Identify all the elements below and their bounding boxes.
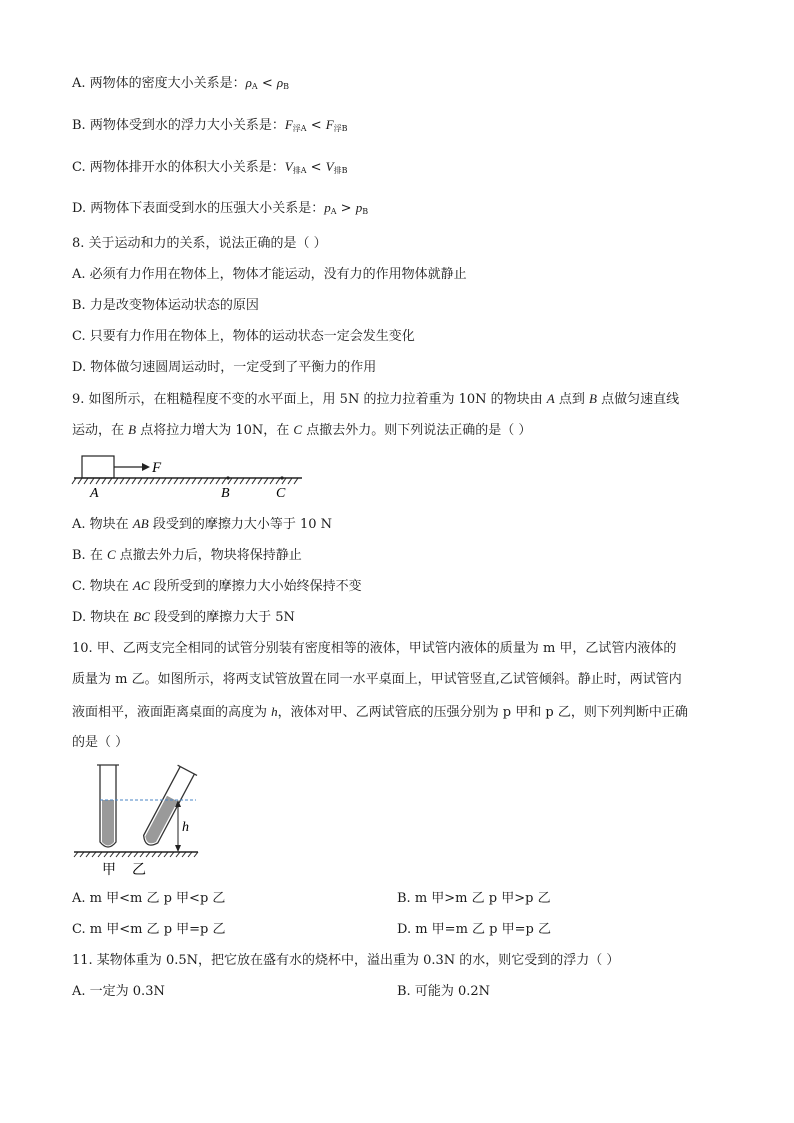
math-op: < [306, 160, 326, 175]
point-b-ref: B [588, 391, 597, 406]
stem-text: 9. 如图所示，在粗糙程度不变的水平面上，用 5N 的拉力拉着重为 10N 的物块由 [72, 392, 547, 407]
q9-stem-line2 [72, 421, 531, 440]
q10-option-c[interactable]: C. m 甲<m 乙 p 甲=p 乙 [72, 922, 226, 937]
stem-text: 点到 [554, 392, 589, 407]
q9-option-c[interactable] [72, 577, 362, 596]
option-text: A. 两物体的密度大小关系是： [72, 76, 246, 91]
math-sub: 排B [333, 166, 348, 175]
option-text: A. 物块在 [72, 517, 133, 532]
q10-figure [70, 760, 210, 880]
math-sub: A [330, 207, 337, 216]
point-c-ref: C [293, 422, 303, 437]
option-text: 段所受到的摩擦力大小始终保持不变 [149, 579, 362, 594]
q10-stem-line4: 的是（ ） [72, 735, 129, 750]
point-b-label: B [221, 486, 230, 501]
segment-ref: BC [133, 609, 150, 624]
q9-figure [70, 448, 310, 504]
option-text: B. 在 [72, 548, 107, 563]
option-text: B. 两物体受到水的浮力大小关系是： [72, 118, 285, 133]
stem-text: 液面相平，液面距离桌面的高度为 [72, 705, 272, 720]
option-text: D. 两物体下表面受到水的压强大小关系是： [72, 201, 325, 216]
math-sub: 排A [292, 166, 307, 175]
math-sub: B [283, 82, 289, 91]
option-text: C. 物块在 [72, 579, 133, 594]
math-var: ρ [276, 75, 284, 90]
q10-stem-line1: 10. 甲、乙两支完全相同的试管分别装有密度相等的液体，甲试管内液体的质量为 m 甲，乙试管内液体的 [72, 641, 677, 656]
force-label: F [152, 460, 162, 476]
math-var: V [325, 159, 334, 174]
q10-option-d[interactable]: D. m 甲=m 乙 p 甲=p 乙 [397, 922, 551, 937]
stem-text: 点撤去外力。则下列说法正确的是（ ） [302, 423, 532, 438]
point-c-label: C [276, 486, 286, 501]
segment-ref: AC [132, 578, 150, 593]
tube-yi [138, 765, 197, 849]
stem-text: 点将拉力增大为 10N，在 [136, 423, 294, 438]
q8-option-a[interactable]: A. 必须有力作用在物体上，物体才能运动，没有力的作用物体就静止 [72, 267, 467, 282]
force-arrow-head [142, 463, 150, 471]
height-arrow-bottom [175, 845, 181, 852]
stem-text: ，液体对甲、乙两试管底的压强分别为 p 甲和 p 乙，则下列判断中正确 [277, 705, 688, 720]
option-text: D. 物块在 [72, 610, 134, 625]
math-sub: A [251, 82, 258, 91]
option-text: C. 两物体排开水的体积大小关系是： [72, 160, 285, 175]
q8-stem: 8. 关于运动和力的关系，说法正确的是（ ） [72, 236, 327, 251]
height-ref: h [271, 704, 278, 719]
height-label: h [182, 820, 189, 835]
option-text: 段受到的摩擦力大小等于 10 N [148, 517, 333, 532]
math-var: p [355, 200, 363, 215]
math-op: < [257, 76, 277, 91]
point-c-dot [280, 476, 283, 479]
ground-hatch [72, 478, 298, 484]
stem-text: 点做匀速直线 [596, 392, 680, 407]
q9-option-b[interactable] [72, 546, 302, 565]
q8-option-d[interactable]: D. 物体做匀速圆周运动时，一定受到了平衡力的作用 [72, 360, 377, 375]
stem-text: 运动，在 [72, 423, 129, 438]
point-b-ref: B [128, 422, 137, 437]
math-var: F [284, 117, 293, 132]
table-hatch [74, 852, 198, 857]
q8-option-b[interactable]: B. 力是改变物体运动状态的原因 [72, 298, 259, 313]
q7-option-b[interactable] [72, 116, 348, 138]
math-var: F [325, 117, 334, 132]
math-op: < [306, 118, 326, 133]
segment-ref: AB [132, 516, 149, 531]
q9-stem-line1 [72, 390, 679, 409]
math-var: V [284, 159, 293, 174]
option-text: 段受到的摩擦力大于 5N [149, 610, 295, 625]
q7-option-a[interactable] [72, 74, 289, 96]
option-text: 点撤去外力后，物块将保持静止 [115, 548, 302, 563]
q10-stem-line3 [72, 703, 688, 722]
label-yi: 乙 [132, 862, 146, 878]
q8-option-c[interactable]: C. 只要有力作用在物体上，物体的运动状态一定会发生变化 [72, 329, 415, 344]
liquid-jia [102, 800, 114, 846]
point-a-label: A [90, 486, 99, 501]
math-sub: 浮B [333, 124, 348, 133]
q10-option-b[interactable]: B. m 甲>m 乙 p 甲>p 乙 [397, 891, 551, 906]
math-sub: B [362, 207, 369, 216]
point-a-ref: A [546, 391, 555, 406]
math-var: p [324, 200, 331, 215]
math-op: > [336, 201, 356, 216]
label-jia: 甲 [102, 862, 116, 878]
q10-stem-line2: 质量为 m 乙。如图所示，将两支试管放置在同一水平桌面上，甲试管竖直,乙试管倾斜。静止时，两试管内 [72, 672, 682, 687]
q11-option-a[interactable]: A. 一定为 0.3N [72, 984, 165, 999]
q11-stem: 11. 某物体重为 0.5N，把它放在盛有水的烧杯中，溢出重为 0.3N 的水，则它受到的浮力（ ） [72, 953, 620, 968]
block [82, 456, 114, 478]
point-b-dot [226, 476, 229, 479]
q7-option-d[interactable] [72, 199, 368, 221]
q11-option-b[interactable]: B. 可能为 0.2N [397, 984, 490, 999]
q10-option-a[interactable]: A. m 甲<m 乙 p 甲<p 乙 [72, 891, 226, 906]
math-sub: 浮A [292, 124, 307, 133]
q9-option-a[interactable] [72, 515, 332, 534]
math-var: ρ [245, 75, 252, 90]
q7-option-c[interactable] [72, 158, 348, 180]
point-ref: C [106, 547, 116, 562]
q9-option-d[interactable] [72, 608, 295, 627]
